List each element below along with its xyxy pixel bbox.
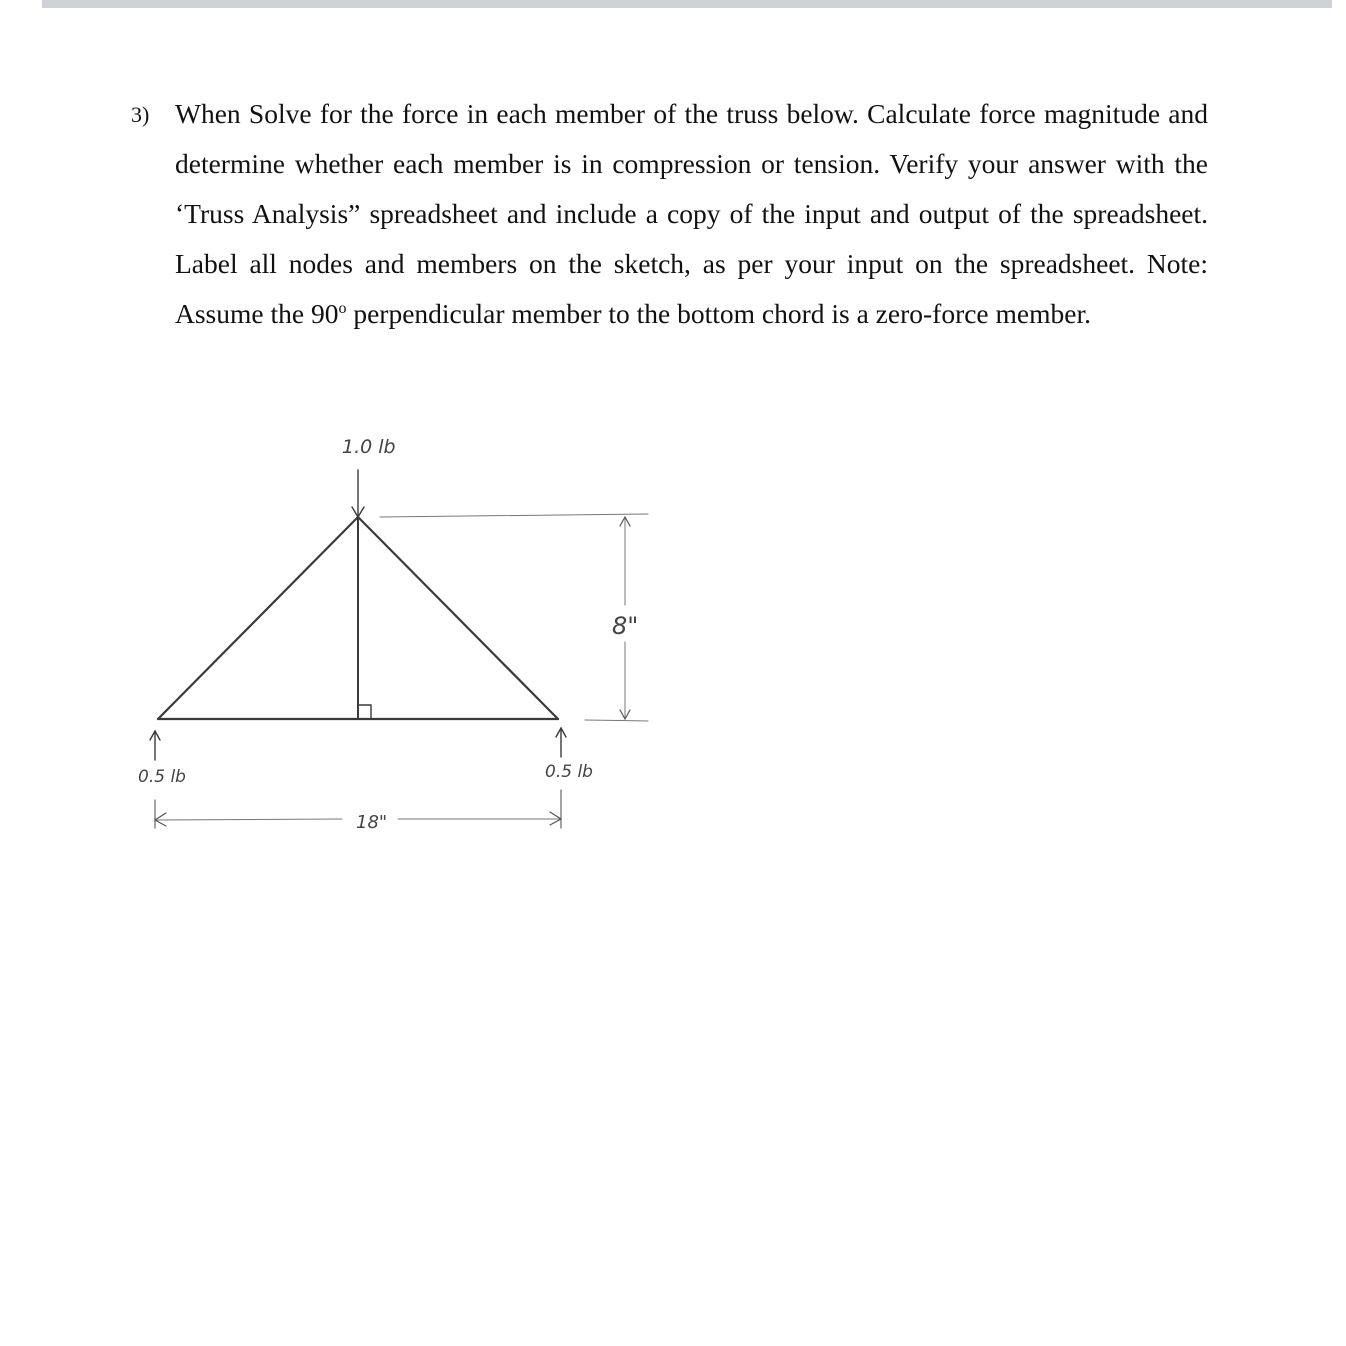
right-reaction-label: 0.5 lb <box>545 762 593 782</box>
question-text-end: perpendicular member to the bottom chord is a zero-force member. <box>346 298 1091 329</box>
load-arrow-head <box>352 507 364 517</box>
span-dimension-line-left <box>155 819 342 820</box>
span-arrow-right <box>550 812 561 825</box>
height-dimension-label: 8" <box>612 612 639 640</box>
height-extension-top <box>380 514 648 517</box>
left-reaction-label: 0.5 lb <box>138 767 186 787</box>
height-extension-bottom <box>585 720 648 721</box>
right-angle-mark <box>358 705 371 719</box>
height-arrow-bottom <box>620 710 630 719</box>
question-number: 3) <box>131 102 150 127</box>
page-top-bar <box>42 0 1332 8</box>
span-arrow-left <box>155 813 166 826</box>
question-text-main: When Solve for the force in each member of the truss below. Calculate force magnitude and determine whether each member is in compression or tension. Verify your answer with the ‘Truss Analysis” spreadsheet and include a copy of the input and output of the spreadsheet. Label all nodes and members on the sketch, as per your input on the spreadsheet. Note: Assume the 90 <box>175 98 1208 329</box>
right-reaction-arrow-head <box>556 728 566 737</box>
left-top-chord <box>158 517 358 719</box>
right-top-chord <box>358 517 558 719</box>
height-arrow-top <box>620 517 630 526</box>
degree-symbol: o <box>338 299 347 317</box>
left-reaction-arrow-head <box>150 731 160 740</box>
question-text <box>175 89 1208 339</box>
top-load-label: 1.0 lb <box>342 436 396 458</box>
span-dimension-label: 18" <box>356 812 388 833</box>
